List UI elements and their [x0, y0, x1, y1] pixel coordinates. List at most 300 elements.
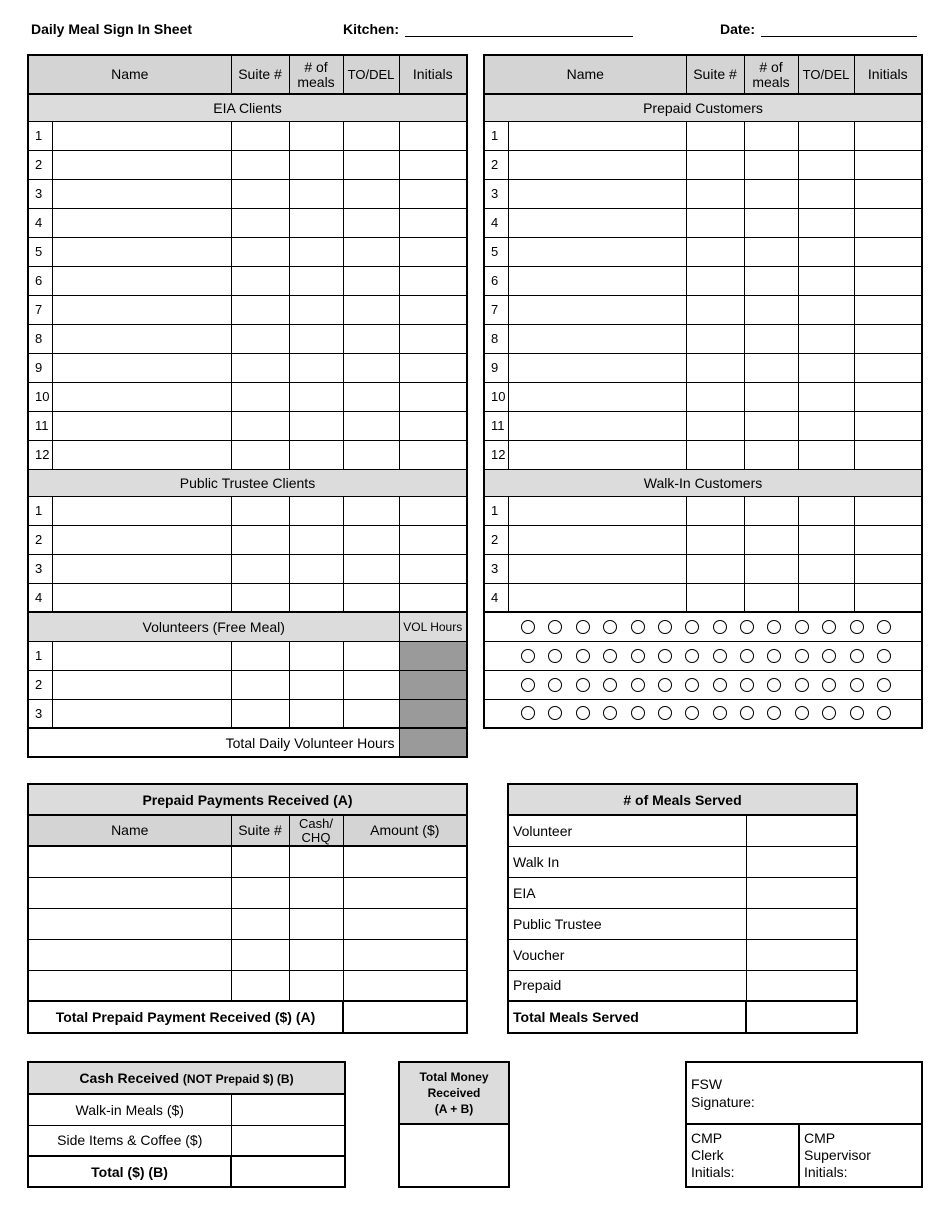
- eia-name-cell[interactable]: [52, 266, 231, 295]
- tally-circle-icon[interactable]: [603, 678, 617, 692]
- tally-circle-icon[interactable]: [521, 649, 535, 663]
- meals-served-count-cell[interactable]: [746, 846, 857, 877]
- clerk-label-line1: CMP: [691, 1130, 723, 1146]
- pp-total-input[interactable]: [343, 1001, 467, 1033]
- meals-served-count-cell[interactable]: [746, 908, 857, 939]
- tally-circle-icon[interactable]: [576, 620, 590, 634]
- col-suite: Suite #: [686, 55, 744, 94]
- tally-circle-icon[interactable]: [713, 706, 727, 720]
- prepaid-initials-cell[interactable]: [854, 179, 922, 208]
- prepaid-meals-cell[interactable]: [744, 179, 798, 208]
- prepaid-name-cell[interactable]: [508, 411, 686, 440]
- eia-name-cell[interactable]: [52, 179, 231, 208]
- pp-amount-cell[interactable]: [343, 908, 467, 939]
- tally-circle-icon[interactable]: [767, 620, 781, 634]
- public-trustee-suite-cell[interactable]: [231, 554, 289, 583]
- tally-circle-icon[interactable]: [740, 649, 754, 663]
- prepaid-todel-cell[interactable]: [798, 440, 854, 469]
- tally-circle-icon[interactable]: [713, 649, 727, 663]
- meals-served-label: Volunteer: [508, 815, 746, 846]
- prepaid-todel-cell[interactable]: [798, 179, 854, 208]
- volunteer-row: [28, 699, 467, 728]
- eia-name-cell[interactable]: [52, 150, 231, 179]
- eia-todel-cell[interactable]: [343, 179, 399, 208]
- public-trustee-meals-cell[interactable]: [289, 554, 343, 583]
- meals-served-total-input[interactable]: [746, 1001, 857, 1033]
- eia-row: [28, 237, 467, 266]
- meals-served-row: [508, 846, 857, 877]
- eia-initials-cell[interactable]: [399, 150, 467, 179]
- volunteer-meals-cell[interactable]: [289, 641, 343, 670]
- eia-initials-cell[interactable]: [399, 266, 467, 295]
- tally-circle-icon[interactable]: [521, 620, 535, 634]
- tally-circle-icon[interactable]: [603, 706, 617, 720]
- pp-cash-cell[interactable]: [289, 846, 343, 877]
- tally-circle-icon[interactable]: [850, 620, 864, 634]
- tally-circle-icon[interactable]: [740, 678, 754, 692]
- prepaid-initials-cell[interactable]: [854, 382, 922, 411]
- prepaid-meals-cell[interactable]: [744, 353, 798, 382]
- walkin-todel-cell[interactable]: [798, 583, 854, 612]
- eia-suite-cell[interactable]: [231, 121, 289, 150]
- eia-meals-cell[interactable]: [289, 179, 343, 208]
- pp-name-cell[interactable]: [28, 970, 231, 1001]
- prepaid-name-cell[interactable]: [508, 295, 686, 324]
- eia-initials-cell[interactable]: [399, 353, 467, 382]
- eia-suite-cell[interactable]: [231, 411, 289, 440]
- volunteer-name-cell[interactable]: [52, 641, 231, 670]
- walkin-meals-cell[interactable]: [744, 554, 798, 583]
- eia-todel-cell[interactable]: [343, 150, 399, 179]
- tally-circle-icon[interactable]: [658, 706, 672, 720]
- eia-todel-cell[interactable]: [343, 353, 399, 382]
- right-signin-table: [483, 54, 923, 729]
- prepaid-todel-cell[interactable]: [798, 121, 854, 150]
- meals-served-count-cell[interactable]: [746, 939, 857, 970]
- walkin-suite-cell[interactable]: [686, 496, 744, 525]
- walkin-initials-cell[interactable]: [854, 496, 922, 525]
- eia-todel-cell[interactable]: [343, 237, 399, 266]
- tally-circle-icon[interactable]: [576, 706, 590, 720]
- prepaid-initials-cell[interactable]: [854, 150, 922, 179]
- tally-circle-icon[interactable]: [822, 678, 836, 692]
- volunteer-initials-cell[interactable]: [399, 699, 467, 728]
- pp-suite-cell[interactable]: [231, 846, 289, 877]
- prepaid-todel-cell[interactable]: [798, 208, 854, 237]
- total-volunteer-hours-input[interactable]: [399, 728, 467, 757]
- public-trustee-row-number: 4: [28, 583, 52, 612]
- prepaid-payment-row: [28, 846, 467, 877]
- eia-todel-cell[interactable]: [343, 208, 399, 237]
- prepaid-meals-cell[interactable]: [744, 208, 798, 237]
- prepaid-name-cell[interactable]: [508, 440, 686, 469]
- pp-col-cash: Cash/ CHQ: [289, 815, 343, 846]
- prepaid-row-number: 9: [484, 353, 508, 382]
- pp-cash-cell[interactable]: [289, 939, 343, 970]
- eia-todel-cell[interactable]: [343, 324, 399, 353]
- eia-meals-cell[interactable]: [289, 324, 343, 353]
- eia-initials-cell[interactable]: [399, 237, 467, 266]
- eia-name-cell[interactable]: [52, 121, 231, 150]
- walkin-initials-cell[interactable]: [854, 583, 922, 612]
- public-trustee-meals-cell[interactable]: [289, 496, 343, 525]
- walkin-todel-cell[interactable]: [798, 554, 854, 583]
- prepaid-meals-cell[interactable]: [744, 382, 798, 411]
- walkin-row: [484, 496, 922, 525]
- pp-suite-cell[interactable]: [231, 877, 289, 908]
- prepaid-meals-cell[interactable]: [744, 411, 798, 440]
- volunteer-todel-cell[interactable]: [343, 641, 399, 670]
- tally-circle-icon[interactable]: [631, 706, 645, 720]
- pp-name-cell[interactable]: [28, 877, 231, 908]
- pp-name-cell[interactable]: [28, 908, 231, 939]
- eia-name-cell[interactable]: [52, 353, 231, 382]
- eia-suite-cell[interactable]: [231, 179, 289, 208]
- tally-circle-icon[interactable]: [713, 678, 727, 692]
- public-trustee-initials-cell[interactable]: [399, 496, 467, 525]
- public-trustee-name-cell[interactable]: [52, 583, 231, 612]
- tally-circle-icon[interactable]: [713, 620, 727, 634]
- prepaid-initials-cell[interactable]: [854, 324, 922, 353]
- eia-meals-cell[interactable]: [289, 353, 343, 382]
- tally-circle-icon[interactable]: [631, 620, 645, 634]
- volunteer-suite-cell[interactable]: [231, 670, 289, 699]
- public-trustee-initials-cell[interactable]: [399, 525, 467, 554]
- prepaid-row-number: 4: [484, 208, 508, 237]
- prepaid-todel-cell[interactable]: [798, 266, 854, 295]
- public-trustee-initials-cell[interactable]: [399, 583, 467, 612]
- tally-circle-icon[interactable]: [603, 649, 617, 663]
- walkin-name-cell[interactable]: [508, 525, 686, 554]
- eia-todel-cell[interactable]: [343, 382, 399, 411]
- volunteer-name-cell[interactable]: [52, 699, 231, 728]
- cmp-clerk-initials-box[interactable]: [686, 1124, 799, 1187]
- eia-meals-cell[interactable]: [289, 440, 343, 469]
- pp-amount-cell[interactable]: [343, 939, 467, 970]
- eia-initials-cell[interactable]: [399, 324, 467, 353]
- prepaid-name-cell[interactable]: [508, 150, 686, 179]
- prepaid-meals-cell[interactable]: [744, 237, 798, 266]
- eia-suite-cell[interactable]: [231, 382, 289, 411]
- pp-name-cell[interactable]: [28, 846, 231, 877]
- walkin-name-cell[interactable]: [508, 583, 686, 612]
- supervisor-label-line1: CMP: [804, 1130, 836, 1146]
- tally-circle-icon[interactable]: [850, 678, 864, 692]
- prepaid-name-cell[interactable]: [508, 179, 686, 208]
- pp-suite-cell[interactable]: [231, 939, 289, 970]
- walkin-initials-cell[interactable]: [854, 554, 922, 583]
- prepaid-initials-cell[interactable]: [854, 440, 922, 469]
- pp-cash-cell[interactable]: [289, 877, 343, 908]
- date-field[interactable]: [720, 21, 917, 37]
- walkin-meals-cell[interactable]: [744, 525, 798, 554]
- prepaid-todel-cell[interactable]: [798, 295, 854, 324]
- walkin-row: [484, 525, 922, 554]
- cash-total-input[interactable]: [231, 1156, 345, 1187]
- eia-meals-cell[interactable]: [289, 208, 343, 237]
- tally-circle-icon[interactable]: [877, 649, 891, 663]
- supervisor-label-line3: Initials:: [804, 1164, 848, 1180]
- tally-circle-icon[interactable]: [877, 678, 891, 692]
- eia-meals-cell[interactable]: [289, 150, 343, 179]
- prepaid-suite-cell[interactable]: [686, 150, 744, 179]
- eia-suite-cell[interactable]: [231, 353, 289, 382]
- tally-circle-icon[interactable]: [767, 649, 781, 663]
- walkin-meals-input[interactable]: [231, 1094, 345, 1125]
- eia-meals-cell[interactable]: [289, 121, 343, 150]
- walkin-todel-cell[interactable]: [798, 525, 854, 554]
- pp-amount-cell[interactable]: [343, 877, 467, 908]
- public-trustee-suite-cell[interactable]: [231, 583, 289, 612]
- eia-initials-cell[interactable]: [399, 295, 467, 324]
- cash-total-label: Total ($) (B): [28, 1156, 231, 1187]
- prepaid-initials-cell[interactable]: [854, 266, 922, 295]
- eia-suite-cell[interactable]: [231, 440, 289, 469]
- pp-suite-cell[interactable]: [231, 908, 289, 939]
- prepaid-suite-cell[interactable]: [686, 324, 744, 353]
- tally-circle-icon[interactable]: [767, 678, 781, 692]
- tally-circle-icon[interactable]: [795, 678, 809, 692]
- eia-name-cell[interactable]: [52, 237, 231, 266]
- tally-circle-icon[interactable]: [548, 706, 562, 720]
- pp-amount-cell[interactable]: [343, 970, 467, 1001]
- eia-todel-cell[interactable]: [343, 295, 399, 324]
- tally-circle-icon[interactable]: [603, 620, 617, 634]
- tally-circle-icon[interactable]: [795, 649, 809, 663]
- public-trustee-name-cell[interactable]: [52, 525, 231, 554]
- tally-circle-icon[interactable]: [740, 620, 754, 634]
- tally-circle-icon[interactable]: [850, 706, 864, 720]
- total-money-input[interactable]: [399, 1124, 509, 1187]
- prepaid-suite-cell[interactable]: [686, 295, 744, 324]
- eia-suite-cell[interactable]: [231, 324, 289, 353]
- tally-circle-icon[interactable]: [740, 706, 754, 720]
- public-trustee-todel-cell[interactable]: [343, 554, 399, 583]
- prepaid-name-cell[interactable]: [508, 266, 686, 295]
- volunteer-suite-cell[interactable]: [231, 699, 289, 728]
- prepaid-meals-cell[interactable]: [744, 440, 798, 469]
- prepaid-initials-cell[interactable]: [854, 353, 922, 382]
- prepaid-name-cell[interactable]: [508, 208, 686, 237]
- tally-circle-icon[interactable]: [658, 620, 672, 634]
- prepaid-todel-cell[interactable]: [798, 237, 854, 266]
- eia-name-cell[interactable]: [52, 324, 231, 353]
- prepaid-initials-cell[interactable]: [854, 121, 922, 150]
- prepaid-initials-cell[interactable]: [854, 208, 922, 237]
- prepaid-section-header: Prepaid Customers: [484, 94, 922, 121]
- prepaid-name-cell[interactable]: [508, 237, 686, 266]
- eia-name-cell[interactable]: [52, 295, 231, 324]
- eia-initials-cell[interactable]: [399, 411, 467, 440]
- tally-circle-icon[interactable]: [658, 649, 672, 663]
- eia-name-cell[interactable]: [52, 411, 231, 440]
- prepaid-suite-cell[interactable]: [686, 382, 744, 411]
- side-items-input[interactable]: [231, 1125, 345, 1156]
- pp-cash-cell[interactable]: [289, 970, 343, 1001]
- walkin-meals-cell[interactable]: [744, 496, 798, 525]
- tally-circle-icon[interactable]: [877, 706, 891, 720]
- fsw-signature-box[interactable]: [686, 1062, 922, 1124]
- eia-initials-cell[interactable]: [399, 382, 467, 411]
- prepaid-name-cell[interactable]: [508, 353, 686, 382]
- supervisor-label-line2: Supervisor: [804, 1147, 871, 1163]
- tally-circle-icon[interactable]: [795, 620, 809, 634]
- prepaid-meals-cell[interactable]: [744, 150, 798, 179]
- col-initials: Initials: [854, 55, 922, 94]
- prepaid-row-number: 10: [484, 382, 508, 411]
- tally-circle-icon[interactable]: [631, 649, 645, 663]
- walkin-todel-cell[interactable]: [798, 496, 854, 525]
- prepaid-initials-cell[interactable]: [854, 295, 922, 324]
- kitchen-field[interactable]: [343, 21, 633, 37]
- walkin-meals-cell[interactable]: [744, 583, 798, 612]
- walkin-initials-cell[interactable]: [854, 525, 922, 554]
- tally-circle-icon[interactable]: [822, 649, 836, 663]
- eia-initials-cell[interactable]: [399, 179, 467, 208]
- public-trustee-todel-cell[interactable]: [343, 496, 399, 525]
- walkin-suite-cell[interactable]: [686, 554, 744, 583]
- eia-initials-cell[interactable]: [399, 121, 467, 150]
- public-trustee-meals-cell[interactable]: [289, 525, 343, 554]
- pp-suite-cell[interactable]: [231, 970, 289, 1001]
- prepaid-meals-cell[interactable]: [744, 324, 798, 353]
- volunteer-todel-cell[interactable]: [343, 670, 399, 699]
- prepaid-name-cell[interactable]: [508, 121, 686, 150]
- tally-circle-icon[interactable]: [548, 620, 562, 634]
- tally-circle-icon[interactable]: [521, 678, 535, 692]
- eia-row-number: 6: [28, 266, 52, 295]
- tally-circle-icon[interactable]: [685, 706, 699, 720]
- prepaid-name-cell[interactable]: [508, 382, 686, 411]
- meals-served-count-cell[interactable]: [746, 970, 857, 1001]
- prepaid-todel-cell[interactable]: [798, 411, 854, 440]
- prepaid-todel-cell[interactable]: [798, 353, 854, 382]
- prepaid-name-cell[interactable]: [508, 324, 686, 353]
- tally-circle-icon[interactable]: [548, 649, 562, 663]
- walkin-row: [484, 554, 922, 583]
- volunteer-name-cell[interactable]: [52, 670, 231, 699]
- walkin-suite-cell[interactable]: [686, 525, 744, 554]
- eia-suite-cell[interactable]: [231, 150, 289, 179]
- eia-name-cell[interactable]: [52, 440, 231, 469]
- tally-circle-icon[interactable]: [658, 678, 672, 692]
- public-trustee-initials-cell[interactable]: [399, 554, 467, 583]
- volunteer-meals-cell[interactable]: [289, 699, 343, 728]
- tally-circle-icon[interactable]: [521, 706, 535, 720]
- prepaid-todel-cell[interactable]: [798, 324, 854, 353]
- eia-name-cell[interactable]: [52, 382, 231, 411]
- col-name: Name: [28, 55, 231, 94]
- eia-suite-cell[interactable]: [231, 266, 289, 295]
- prepaid-suite-cell[interactable]: [686, 179, 744, 208]
- date-label: Date:: [720, 21, 756, 37]
- walkin-suite-cell[interactable]: [686, 583, 744, 612]
- eia-todel-cell[interactable]: [343, 440, 399, 469]
- eia-name-cell[interactable]: [52, 208, 231, 237]
- prepaid-suite-cell[interactable]: [686, 353, 744, 382]
- prepaid-row-number: 12: [484, 440, 508, 469]
- tally-circle-icon[interactable]: [685, 678, 699, 692]
- tally-circle-icon[interactable]: [576, 678, 590, 692]
- tally-circle-icon[interactable]: [822, 706, 836, 720]
- eia-meals-cell[interactable]: [289, 411, 343, 440]
- public-trustee-suite-cell[interactable]: [231, 496, 289, 525]
- public-trustee-suite-cell[interactable]: [231, 525, 289, 554]
- tally-circle-icon[interactable]: [877, 620, 891, 634]
- walkin-row-number: 4: [484, 583, 508, 612]
- prepaid-suite-cell[interactable]: [686, 266, 744, 295]
- prepaid-suite-cell[interactable]: [686, 237, 744, 266]
- volunteer-initials-cell[interactable]: [399, 670, 467, 699]
- pp-name-cell[interactable]: [28, 939, 231, 970]
- prepaid-suite-cell[interactable]: [686, 208, 744, 237]
- meals-served-count-cell[interactable]: [746, 877, 857, 908]
- volunteer-initials-cell[interactable]: [399, 641, 467, 670]
- walkin-name-cell[interactable]: [508, 554, 686, 583]
- prepaid-todel-cell[interactable]: [798, 382, 854, 411]
- eia-initials-cell[interactable]: [399, 208, 467, 237]
- prepaid-payments-title: Prepaid Payments Received (A): [28, 784, 467, 815]
- tally-circle-icon[interactable]: [850, 649, 864, 663]
- tally-circle-icon[interactable]: [795, 706, 809, 720]
- prepaid-todel-cell[interactable]: [798, 150, 854, 179]
- eia-todel-cell[interactable]: [343, 411, 399, 440]
- volunteer-todel-cell[interactable]: [343, 699, 399, 728]
- eia-initials-cell[interactable]: [399, 440, 467, 469]
- tally-circle-icon[interactable]: [576, 649, 590, 663]
- walkin-name-cell[interactable]: [508, 496, 686, 525]
- volunteer-meals-cell[interactable]: [289, 670, 343, 699]
- tally-circle-icon[interactable]: [685, 620, 699, 634]
- eia-meals-cell[interactable]: [289, 237, 343, 266]
- prepaid-suite-cell[interactable]: [686, 440, 744, 469]
- tally-circle-icon[interactable]: [548, 678, 562, 692]
- tally-circle-icon[interactable]: [767, 706, 781, 720]
- prepaid-suite-cell[interactable]: [686, 411, 744, 440]
- volunteer-suite-cell[interactable]: [231, 641, 289, 670]
- prepaid-meals-cell[interactable]: [744, 295, 798, 324]
- prepaid-meals-cell[interactable]: [744, 266, 798, 295]
- public-trustee-todel-cell[interactable]: [343, 525, 399, 554]
- eia-meals-cell[interactable]: [289, 266, 343, 295]
- eia-todel-cell[interactable]: [343, 121, 399, 150]
- kitchen-blank[interactable]: [405, 22, 633, 37]
- tally-circle-icon[interactable]: [631, 678, 645, 692]
- eia-suite-cell[interactable]: [231, 208, 289, 237]
- public-trustee-meals-cell[interactable]: [289, 583, 343, 612]
- public-trustee-name-cell[interactable]: [52, 554, 231, 583]
- eia-todel-cell[interactable]: [343, 266, 399, 295]
- eia-suite-cell[interactable]: [231, 237, 289, 266]
- prepaid-initials-cell[interactable]: [854, 411, 922, 440]
- public-trustee-todel-cell[interactable]: [343, 583, 399, 612]
- public-trustee-name-cell[interactable]: [52, 496, 231, 525]
- prepaid-meals-cell[interactable]: [744, 121, 798, 150]
- eia-meals-cell[interactable]: [289, 295, 343, 324]
- tally-circle-icon[interactable]: [685, 649, 699, 663]
- cmp-supervisor-initials-box[interactable]: [799, 1124, 922, 1187]
- pp-amount-cell[interactable]: [343, 846, 467, 877]
- prepaid-initials-cell[interactable]: [854, 237, 922, 266]
- eia-meals-cell[interactable]: [289, 382, 343, 411]
- pp-cash-cell[interactable]: [289, 908, 343, 939]
- meals-served-row: [508, 815, 857, 846]
- meals-served-count-cell[interactable]: [746, 815, 857, 846]
- date-blank[interactable]: [761, 22, 917, 37]
- prepaid-suite-cell[interactable]: [686, 121, 744, 150]
- eia-suite-cell[interactable]: [231, 295, 289, 324]
- tally-circle-icon[interactable]: [822, 620, 836, 634]
